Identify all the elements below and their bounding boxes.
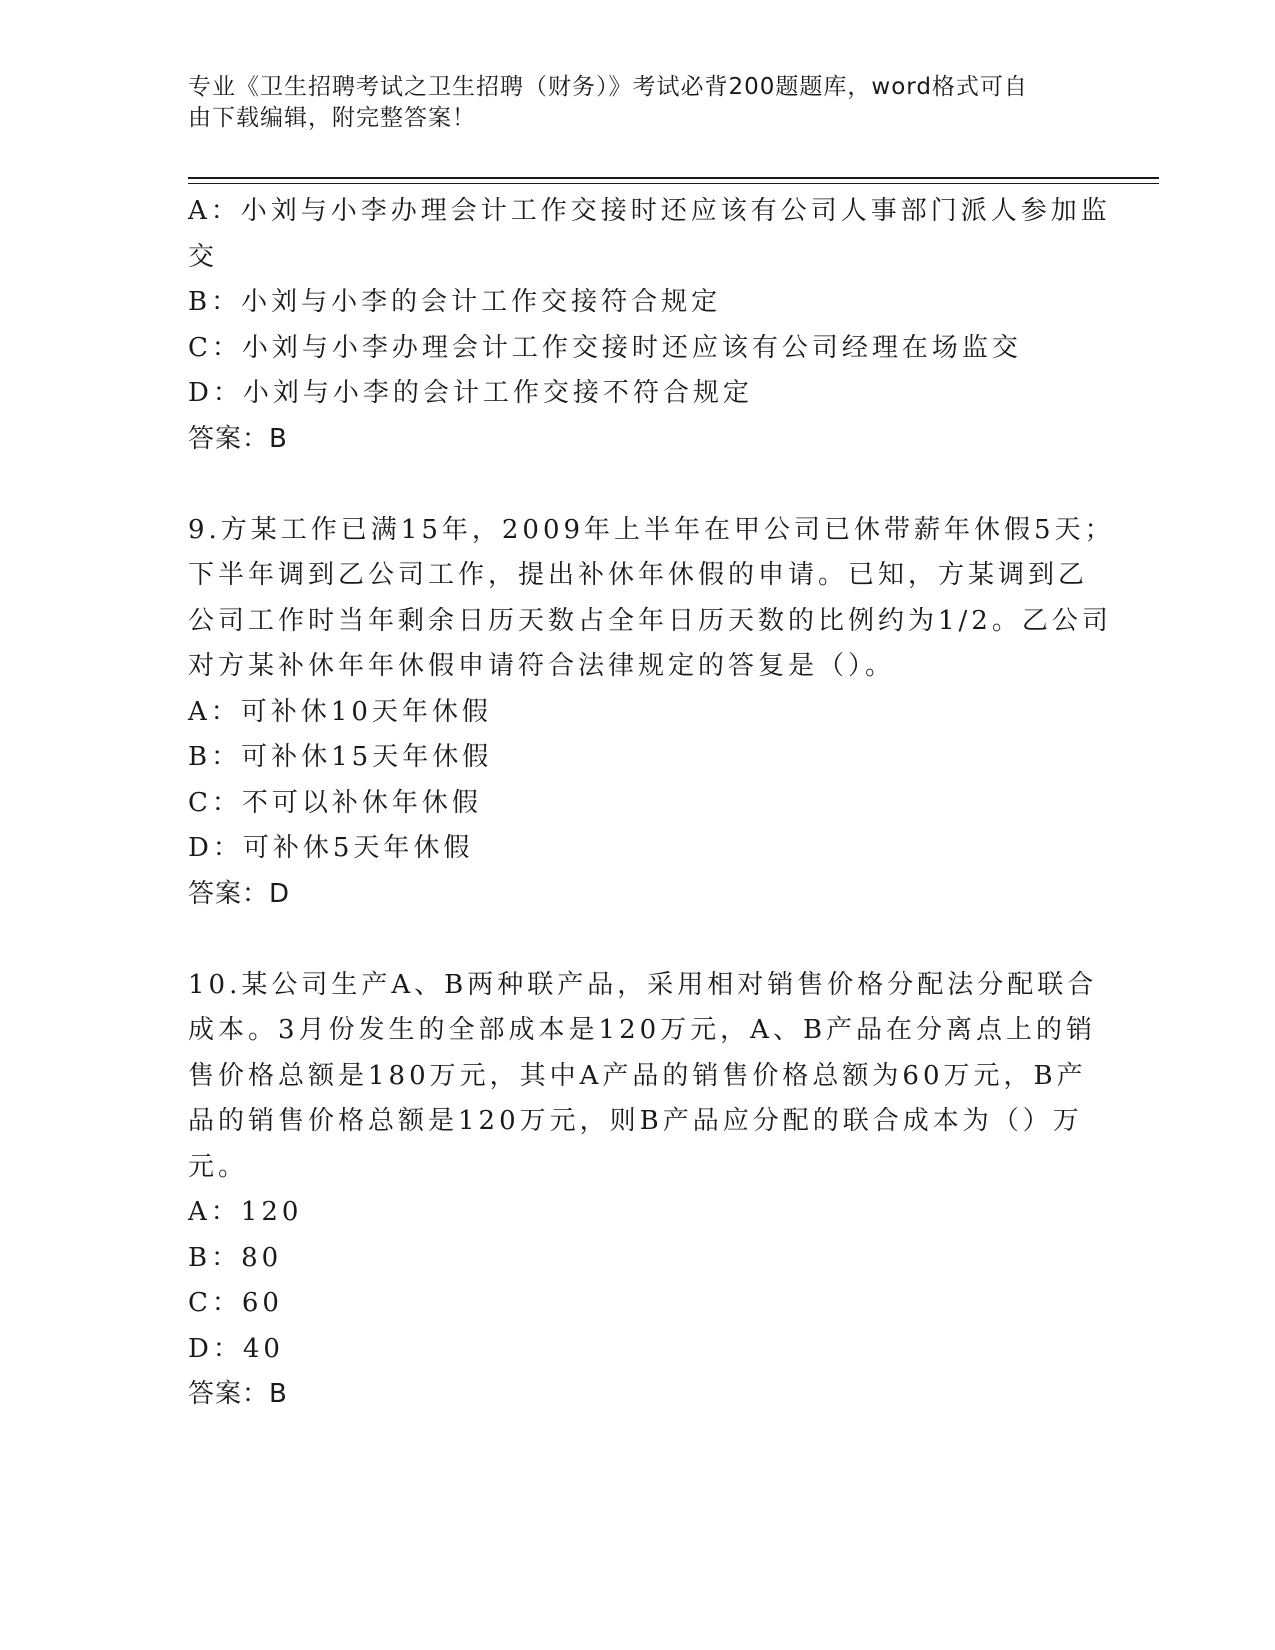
q9-stem-line-1: 9.方某工作已满15年，2009年上半年在甲公司已休带薪年休假5天； [188,514,1115,545]
header-divider-thick [188,177,1159,179]
q10-stem-line-5: 元。 [188,1151,249,1182]
q10-stem-line-2: 成本。3月份发生的全部成本是120万元，A、B产品在分离点上的销 [188,1015,1097,1045]
document-header [188,72,1068,134]
q9-stem-line-3: 公司工作时当年剩余日历天数占全年日历天数的比例约为1/2。乙公司 [188,605,1112,636]
q10-answer: 答案：B [188,1379,288,1409]
q9-option-b: B：可补休15天年休假 [188,742,493,772]
question-list [188,189,1115,1418]
q10-stem-line-1: 10.某公司生产A、B两种联产品，采用相对销售价格分配法分配联合 [188,969,1098,1000]
header-line-2: 由下载编辑，附完整答案！ [188,105,476,131]
q8-answer: 答案：B [188,423,288,454]
spacer [188,462,1088,508]
q10-option-d: D：40 [188,1333,284,1364]
q8-option-b: B：小刘与小李的会计工作交接符合规定 [188,287,722,317]
question-8 [188,189,1111,462]
q9-option-d: D：可补休5天年休假 [188,833,474,863]
header-divider-thin [188,183,1159,184]
q9-answer: 答案：D [188,878,291,909]
q10-option-b: B：80 [188,1242,283,1273]
q8-option-c: C：小刘与小李办理会计工作交接时还应该有公司经理在场监交 [188,332,1022,363]
question-9 [188,508,1115,918]
q9-stem-line-2: 下半年调到乙公司工作，提出补休年休假的申请。已知，方某调到乙 [188,560,1089,590]
q10-option-a: A：120 [188,1197,303,1227]
question-10 [188,963,1098,1418]
q10-option-c: C：60 [188,1288,283,1318]
q8-option-a-line-2: 交 [188,241,219,272]
q9-option-a: A：可补休10天年休假 [188,696,492,727]
spacer [188,917,1088,963]
q8-option-d: D：小刘与小李的会计工作交接不符合规定 [188,378,753,408]
q8-option-a-line-1: A：小刘与小李办理会计工作交接时还应该有公司人事部门派人参加监 [188,196,1111,226]
q10-stem-line-4: 品的销售价格总额是120万元，则B产品应分配的联合成本为（）万 [188,1106,1083,1136]
q9-option-c: C：不可以补休年休假 [188,787,482,818]
header-line-1: 专业《卫生招聘考试之卫生招聘（财务）》考试必背200题题库，word格式可自 [188,74,1028,100]
q10-stem-line-3: 售价格总额是180万元，其中A产品的销售价格总额为60万元，B产 [188,1060,1087,1091]
q9-stem-line-4: 对方某补休年年休假申请符合法律规定的答复是（）。 [188,651,896,681]
